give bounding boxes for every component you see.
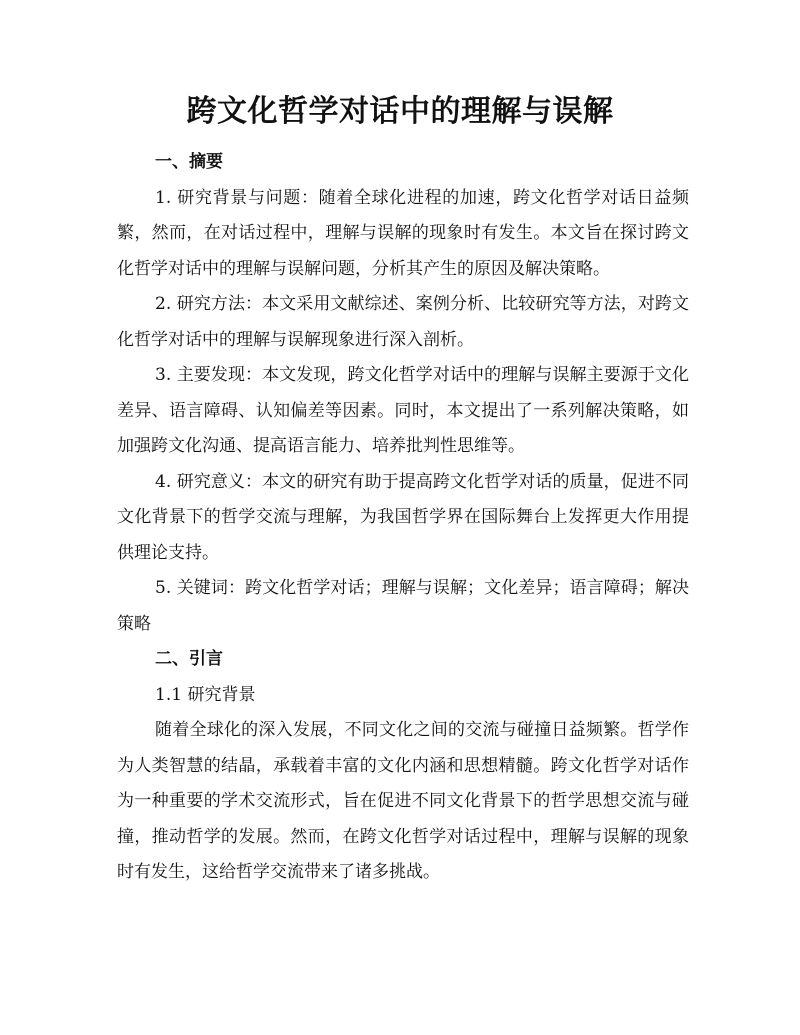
abstract-paragraph-2: 2. 研究方法：本文采用文献综述、案例分析、比较研究等方法，对跨文化哲学对话中的理解与误解现象进行深入剖析。 (117, 294, 689, 350)
abstract-paragraph-5: 5. 关键词：跨文化哲学对话；理解与误解；文化差异；语言障碍；解决策略 (117, 578, 689, 634)
abstract-paragraph-4: 4. 研究意义：本文的研究有助于提高跨文化哲学对话的质量，促进不同文化背景下的哲学交流与理解，为我国哲学界在国际舞台上发挥更大作用提供理论支持。 (117, 471, 689, 563)
subsection-heading-background: 1.1 研究背景 (155, 684, 256, 705)
section-heading-intro: 二、引言 (155, 649, 223, 669)
document-title: 跨文化哲学对话中的理解与误解 (186, 94, 614, 129)
abstract-paragraph-1: 1. 研究背景与问题：随着全球化进程的加速，跨文化哲学对话日益频繁，然而，在对话过程中，理解与误解的现象时有发生。本文旨在探讨跨文化哲学对话中的理解与误解问题，分析其产生的原因及解决策略。 (117, 187, 689, 279)
abstract-paragraph-3: 3. 主要发现：本文发现，跨文化哲学对话中的理解与误解主要源于文化差异、语言障碍、认知偏差等因素。同时，本文提出了一系列解决策略，如加强跨文化沟通、提高语言能力、培养批判性思维等。 (117, 365, 689, 456)
intro-paragraph-1: 随着全球化的深入发展，不同文化之间的交流与碰撞日益频繁。哲学作为人类智慧的结晶，承载着丰富的文化内涵和思想精髓。跨文化哲学对话作为一种重要的学术交流形式，旨在促进不同文化背景下的哲学思想交流与碰撞，推动哲学的发展。然而，在跨文化哲学对话过程中，理解与误解的现象时有发生，这给哲学交流带来了诸多挑战。 (117, 720, 689, 882)
document-body (117, 145, 689, 891)
section-heading-abstract: 一、摘要 (155, 152, 223, 172)
